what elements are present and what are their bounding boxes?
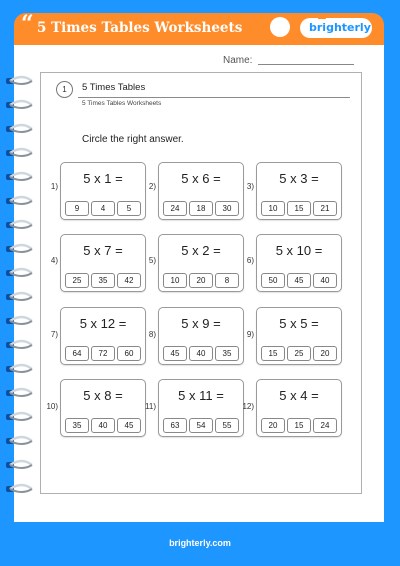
question-card <box>158 379 244 437</box>
question-number: 9) <box>246 330 254 339</box>
footer-link[interactable]: brighterly.com <box>169 538 231 548</box>
binder-ring-icon <box>6 434 34 446</box>
quote-mark-icon: “ <box>21 11 34 37</box>
answer-option[interactable]: 40 <box>91 418 115 433</box>
section-title: 5 Times Tables <box>82 82 146 93</box>
answer-option[interactable]: 10 <box>163 273 187 288</box>
binder-ring-icon <box>6 482 34 494</box>
answer-option[interactable]: 60 <box>117 346 141 361</box>
question-number: 12) <box>242 402 254 411</box>
question-number: 7) <box>50 330 58 339</box>
answer-option[interactable]: 54 <box>189 418 213 433</box>
binder-ring-icon <box>6 290 34 302</box>
answer-option[interactable]: 21 <box>313 201 337 216</box>
question-number: 5) <box>148 256 156 265</box>
instruction-text: Circle the right answer. <box>82 134 184 145</box>
question-number: 2) <box>148 182 156 191</box>
question-card <box>60 379 146 437</box>
binder-ring-icon <box>6 386 34 398</box>
circle-dot-icon <box>270 17 290 37</box>
answer-option[interactable]: 18 <box>189 201 213 216</box>
question-equation: 5 x 10 = <box>275 243 323 258</box>
answer-option[interactable]: 45 <box>163 346 187 361</box>
answer-option[interactable]: 15 <box>287 201 311 216</box>
answer-option[interactable]: 25 <box>65 273 89 288</box>
answer-option[interactable]: 45 <box>287 273 311 288</box>
question-equation: 5 x 3 = <box>279 171 319 186</box>
answer-option[interactable]: 72 <box>91 346 115 361</box>
question-card <box>256 234 342 292</box>
logo-text: brighterly <box>309 21 371 34</box>
answer-option[interactable]: 35 <box>91 273 115 288</box>
answer-option[interactable]: 64 <box>65 346 89 361</box>
question-card <box>256 379 342 437</box>
section-number: 1 <box>56 81 73 98</box>
answer-option[interactable]: 4 <box>91 201 115 216</box>
question-card <box>60 234 146 292</box>
answer-option[interactable]: 40 <box>189 346 213 361</box>
question-equation: 5 x 11 = <box>178 388 224 403</box>
sun-icon <box>316 13 328 19</box>
question-card <box>158 234 244 292</box>
name-label: Name: <box>223 55 253 66</box>
name-line <box>258 64 354 65</box>
answer-option[interactable]: 35 <box>215 346 239 361</box>
question-card <box>256 162 342 220</box>
question-number: 11) <box>145 402 156 411</box>
binder-ring-icon <box>6 98 34 110</box>
question-card <box>158 307 244 365</box>
binder-ring-icon <box>6 338 34 350</box>
answer-option[interactable]: 8 <box>215 273 239 288</box>
binder-ring-icon <box>6 74 34 86</box>
binder-ring-icon <box>6 410 34 422</box>
answer-option[interactable]: 40 <box>313 273 337 288</box>
answer-option[interactable]: 20 <box>261 418 285 433</box>
question-equation: 5 x 8 = <box>83 388 123 403</box>
question-number: 3) <box>246 182 254 191</box>
binder-ring-icon <box>6 362 34 374</box>
answer-option[interactable]: 24 <box>313 418 337 433</box>
answer-option[interactable]: 35 <box>65 418 89 433</box>
answer-option[interactable]: 15 <box>261 346 285 361</box>
question-card <box>256 307 342 365</box>
binder-ring-icon <box>6 146 34 158</box>
answer-option[interactable]: 20 <box>189 273 213 288</box>
binder-ring-icon <box>6 314 34 326</box>
binder-ring-icon <box>6 218 34 230</box>
answer-option[interactable]: 63 <box>163 418 187 433</box>
question-equation: 5 x 1 = <box>83 171 123 186</box>
section-caption: 5 Times Tables Worksheets <box>82 100 162 107</box>
question-equation: 5 x 2 = <box>181 243 221 258</box>
answer-option[interactable]: 25 <box>287 346 311 361</box>
answer-option[interactable]: 42 <box>117 273 141 288</box>
binder-ring-icon <box>6 122 34 134</box>
answer-option[interactable]: 5 <box>117 201 141 216</box>
page-title: 5 Times Tables Worksheets <box>37 20 243 36</box>
answer-option[interactable]: 9 <box>65 201 89 216</box>
question-equation: 5 x 12 = <box>79 316 127 331</box>
binder-ring-icon <box>6 194 34 206</box>
question-equation: 5 x 7 = <box>83 243 123 258</box>
question-card <box>60 162 146 220</box>
binder-ring-icon <box>6 242 34 254</box>
answer-option[interactable]: 20 <box>313 346 337 361</box>
question-equation: 5 x 6 = <box>181 171 221 186</box>
binder-ring-icon <box>6 458 34 470</box>
answer-option[interactable]: 10 <box>261 201 285 216</box>
question-equation: 5 x 4 = <box>279 388 319 403</box>
answer-option[interactable]: 55 <box>215 418 239 433</box>
question-number: 10) <box>46 402 58 411</box>
answer-option[interactable]: 15 <box>287 418 311 433</box>
binder-ring-icon <box>6 170 34 182</box>
question-card <box>158 162 244 220</box>
question-number: 4) <box>50 256 58 265</box>
question-card <box>60 307 146 365</box>
question-number: 1) <box>50 182 58 191</box>
question-number: 6) <box>246 256 254 265</box>
question-equation: 5 x 5 = <box>279 316 319 331</box>
question-number: 8) <box>148 330 156 339</box>
section-divider <box>78 97 350 98</box>
answer-option[interactable]: 50 <box>261 273 285 288</box>
question-equation: 5 x 9 = <box>181 316 221 331</box>
answer-option[interactable]: 24 <box>163 201 187 216</box>
answer-option[interactable]: 30 <box>215 201 239 216</box>
binder-ring-icon <box>6 266 34 278</box>
answer-option[interactable]: 45 <box>117 418 141 433</box>
